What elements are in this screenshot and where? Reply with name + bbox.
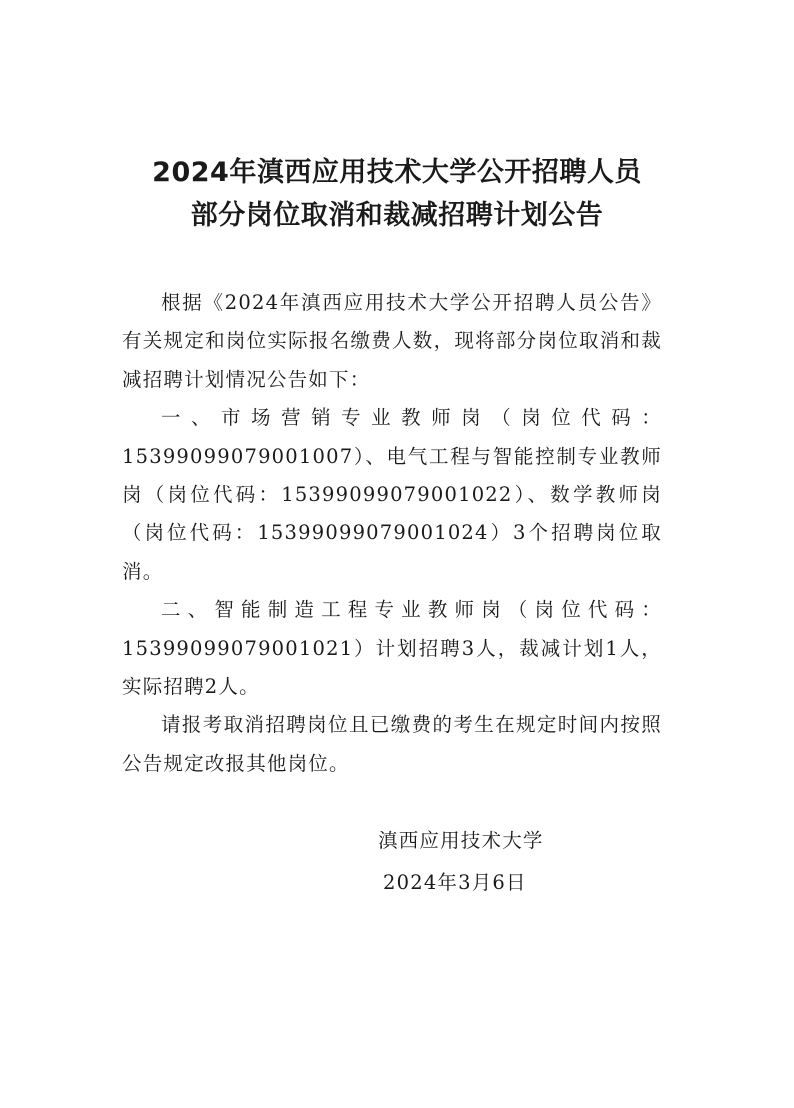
closing-paragraph: 请报考取消招聘岗位且已缴费的考生在规定时间内按照公告规定改报其他岗位。 — [122, 713, 662, 775]
intro-paragraph: 根据《2024年滇西应用技术大学公开招聘人员公告》有关规定和岗位实际报名缴费人数，现将部分岗位取消和裁减招聘计划情况公告如下： — [122, 291, 662, 391]
document-body — [122, 284, 662, 783]
document-title-line-2: 部分岗位取消和裁减招聘计划公告 — [190, 200, 604, 231]
item-2-paragraph: 二、智能制造工程专业教师岗（岗位代码：15399099079001021）计划招聘3人，裁减计划1人，实际招聘2人。 — [122, 598, 662, 699]
item-1-paragraph: 一、市场营销专业教师岗（岗位代码：15399099079001007）、电气工程与智能控制专业教师岗（岗位代码：15399099079001022）、数学教师岗（岗位代码：15399099079001024）3个招聘岗位取消。 — [122, 406, 662, 583]
document-title-line-1: 2024年滇西应用技术大学公开招聘人员 — [152, 157, 642, 188]
signature-organization: 滇西应用技术大学 — [378, 829, 544, 852]
signature-date: 2024年3月6日 — [383, 871, 527, 894]
